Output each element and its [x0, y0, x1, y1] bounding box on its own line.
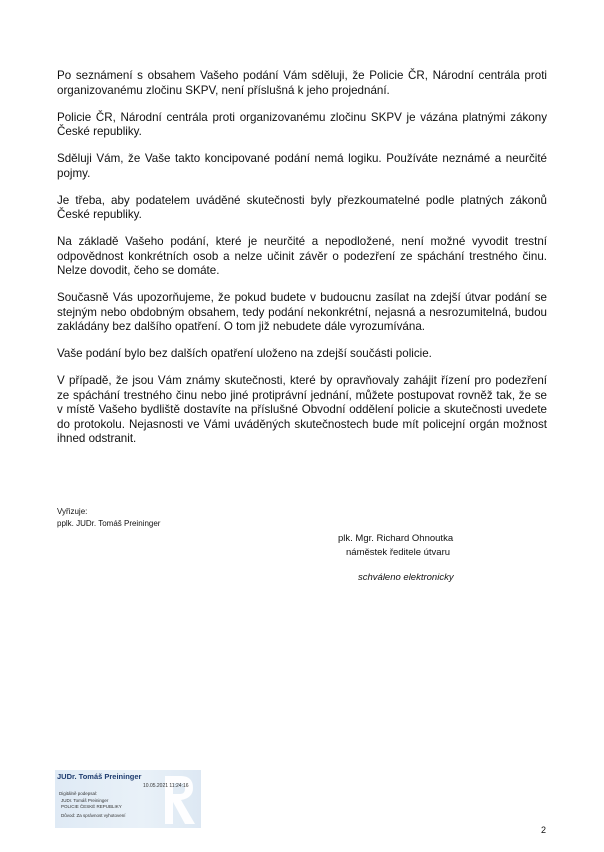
paragraph: Po seznámení s obsahem Vašeho podání Vám sděluji, že Policie ČR, Národní centrála proti organizovanému zločinu SKPV, není příslušná k jeho projednání. — [57, 69, 547, 97]
signer-title: náměstek ředitele útvaru — [346, 547, 451, 558]
handled-by-block — [57, 506, 160, 530]
approval-note: schváleno elektronicky — [358, 572, 454, 583]
stamp-signer-name: JUDr. Tomáš Preininger — [57, 772, 142, 781]
stamp-organization — [61, 798, 122, 809]
paragraph: Současně Vás upozorňujeme, že pokud budete v budoucnu zasílat na zdejší útvar podání se stejným nebo obdobným obsahem, tedy podání nekonkrétní, nejasná a nesrozumitelná, budou zakládány bez dalšího opatření. O tom již nebudete dále vyrozumívána. — [57, 291, 547, 333]
stamp-reason: Důvod: Za správnost vyhotovení — [61, 813, 126, 818]
paragraph: Vaše podání bylo bez dalších opatření uloženo na zdejší součásti policie. — [57, 347, 432, 360]
paragraph: Je třeba, aby podatelem uváděné skutečnosti byly přezkoumatelné podle platných zákonů České republiky. — [57, 193, 547, 221]
handled-by-label: Vyřizuje: — [57, 507, 88, 516]
letter-body — [57, 69, 547, 459]
signer-name: plk. Mgr. Richard Ohnoutka — [338, 533, 454, 544]
handled-by-name: pplk. JUDr. Tomáš Preininger — [57, 519, 161, 528]
paragraph: V případě, že jsou Vám známy skutečnosti, které by opravňovaly zahájit řízení pro podezření ze spáchání trestného činu nebo jiné protiprávní jednání, můžete postupovat rovněž tak, že se v místě Vašeho bydliště dostavíte na příslušné Obvodní oddělení policie a skutečnosti uvedete do protokolu. Nejasnosti ve Vámi uváděných skutečnostech bude mít policejní orgán možnost ihned odstranit. — [57, 374, 547, 445]
stamp-org-line: POLICIE ČESKÉ REPUBLIKY — [61, 803, 122, 809]
page-number: 2 — [541, 825, 547, 835]
paragraph: Policie ČR, Národní centrála proti organizovanému zločinu SKPV je vázána platnými zákony České republiky. — [57, 110, 547, 138]
paragraph: Na základě Vašeho podání, které je neurčité a nepodložené, není možné vyvodit trestní odpovědnost konkrétních osob a nelze učinit závěr o podezření ze spáchání trestného činu. Nelze dovodit, čeho se domáte. — [57, 235, 547, 277]
signer-block — [338, 532, 498, 560]
digital-signature-stamp — [55, 770, 201, 828]
stamp-datetime: 10.05.2021 11:24:16 — [143, 783, 189, 789]
stamp-org-line: JUDr. Tomáš Preininger — [61, 798, 109, 803]
paragraph: Sděluji Vám, že Vaše takto koncipované podání nemá logiku. Používáte neznámé a neurčité pojmy. — [57, 152, 547, 180]
police-logo-icon — [157, 774, 199, 826]
stamp-label: Digitálně podepsal: — [59, 791, 98, 796]
